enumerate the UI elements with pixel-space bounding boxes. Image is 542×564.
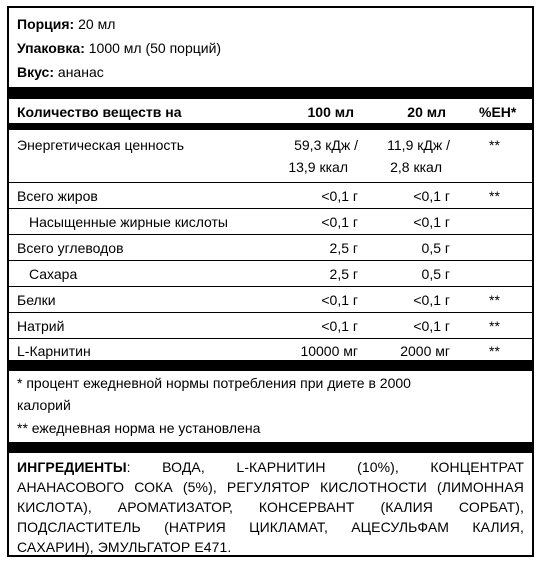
row-20: 2000 мг	[400, 343, 450, 359]
table-row	[9, 234, 532, 260]
table-row	[9, 208, 532, 234]
row-pct: **	[489, 188, 500, 204]
note-percent-line2: калорий	[17, 397, 71, 413]
row-100: 2,5 г	[329, 240, 358, 256]
row-name: Белки	[17, 292, 56, 308]
row-name: Натрий	[17, 318, 65, 334]
divider-bar-ingredients	[9, 442, 532, 453]
row-100: <0,1 г	[321, 318, 358, 334]
row-20: <0,1 г	[413, 318, 450, 334]
ingredients-list: : ВОДА, L-КАРНИТИН (10%), КОНЦЕНТРАТ АНАНАСОВОГО СОКА (5%), РЕГУЛЯТОР КИСЛОТНОСТИ (ЛИМОННАЯ КИСЛОТА), АРОМАТИЗАТОР, КОНСЕРВАНТ (КАЛИЯ СОРБАТ), ПОДСЛАСТИТЕЛЬ (НАТРИЯ ЦИКЛАМАТ, АЦЕСУЛЬФАМ КАЛИЯ, САХАРИН), ЭМУЛЬГАТОР Е471.	[17, 459, 524, 555]
row-20: <0,1 г	[413, 188, 450, 204]
table-row	[9, 260, 532, 286]
row-100: <0,1 г	[321, 292, 358, 308]
serving-label: Порция:	[17, 16, 75, 32]
package-label: Упаковка:	[17, 40, 85, 56]
ingredients-text	[17, 457, 524, 557]
serving-value: 20 мл	[78, 16, 116, 32]
row-100: 10000 мг	[300, 343, 358, 359]
energy-name: Энергетическая ценность	[17, 137, 185, 153]
energy-20-kj: 11,9 кДж /	[387, 137, 450, 153]
flavor-value: ананас	[57, 64, 104, 80]
row-20: 0,5 г	[421, 266, 450, 282]
energy-100-kcal: 13,9 ккал	[288, 159, 348, 175]
row-name: L-Карнитин	[17, 343, 91, 359]
row-name: Всего жиров	[17, 188, 98, 204]
table-row	[9, 286, 532, 312]
row-20: <0,1 г	[413, 292, 450, 308]
energy-20-kcal: 2,8 ккал	[390, 159, 442, 175]
nutrition-label	[7, 6, 534, 557]
flavor-line	[17, 62, 104, 82]
divider-bar-top	[9, 87, 532, 99]
ingredients-label: ИНГРЕДИЕНТЫ	[17, 459, 127, 475]
flavor-label: Вкус:	[17, 64, 55, 80]
row-name: Сахара	[29, 266, 78, 282]
row-100: <0,1 г	[321, 188, 358, 204]
serving-line	[17, 14, 115, 34]
row-pct: **	[489, 343, 500, 359]
divider-bar-header	[9, 123, 532, 130]
note-percent-line1: * процент ежедневной нормы потребления при диете в 2000	[17, 375, 411, 391]
row-name: Насыщенные жирные кислоты	[29, 214, 228, 230]
row-20: 0,5 г	[421, 240, 450, 256]
row-pct: **	[489, 318, 500, 334]
table-row	[9, 312, 532, 338]
row-100: <0,1 г	[321, 214, 358, 230]
table-row	[9, 338, 532, 360]
package-value: 1000 мл (50 порций)	[88, 40, 222, 56]
divider-bar-notes	[9, 360, 532, 371]
row-20: <0,1 г	[413, 214, 450, 230]
energy-100-kj: 59,3 кДж /	[294, 137, 358, 153]
table-header-name: Количество веществ на	[17, 104, 182, 120]
table-row-energy	[9, 130, 532, 182]
table-header-20: 20 мл	[407, 104, 446, 120]
table-row	[9, 182, 532, 208]
energy-pct: **	[489, 137, 500, 153]
row-100: 2,5 г	[329, 266, 358, 282]
note-no-norm: ** ежедневная норма не установлена	[17, 420, 261, 436]
table-header-pct: %ЕН*	[479, 104, 517, 120]
table-header-100: 100 мл	[307, 104, 354, 120]
row-pct: **	[489, 292, 500, 308]
row-name: Всего углеводов	[17, 240, 124, 256]
package-line	[17, 38, 221, 58]
